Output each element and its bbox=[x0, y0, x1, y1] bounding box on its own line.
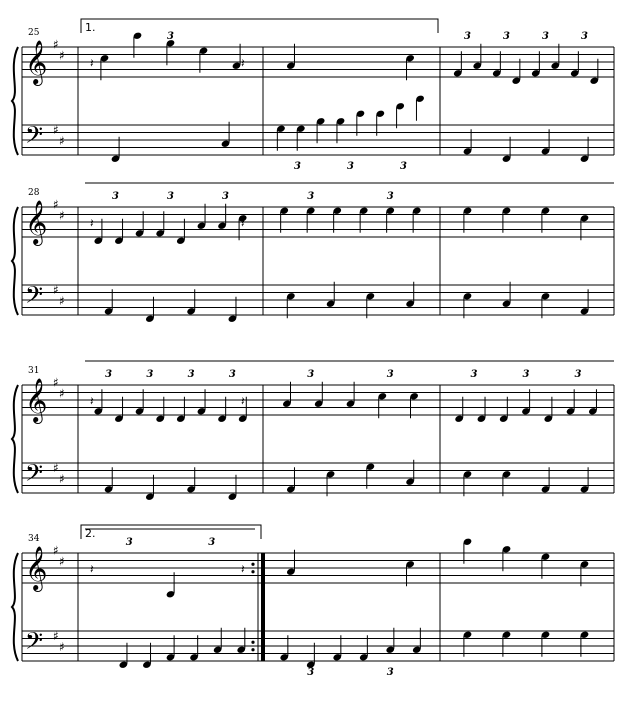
triplet-marker: 3 bbox=[307, 369, 315, 380]
sharp-icon: ♯ bbox=[59, 48, 65, 63]
sharp-icon: ♯ bbox=[53, 628, 59, 643]
measure-number: 34 bbox=[28, 534, 40, 544]
quarter-rest-icon: 𝄽 bbox=[241, 56, 245, 70]
measure-number: 25 bbox=[28, 28, 40, 38]
triplet-marker: 3 bbox=[400, 161, 407, 172]
sharp-icon: ♯ bbox=[59, 554, 65, 569]
sharp-icon: ♯ bbox=[53, 375, 59, 390]
treble-clef-icon: 𝄞 bbox=[25, 378, 48, 422]
brace bbox=[12, 385, 18, 493]
triplet-marker: 3 bbox=[470, 369, 478, 380]
sharp-icon: ♯ bbox=[53, 122, 59, 137]
triplet-marker: 3 bbox=[386, 369, 394, 380]
bass-staff bbox=[22, 122, 614, 155]
triplet-marker: 3 bbox=[386, 667, 394, 678]
treble-clef-icon: 𝄞 bbox=[25, 200, 48, 244]
triplet-marker: 3 bbox=[222, 191, 229, 202]
triplet-marker: 3 bbox=[307, 191, 315, 202]
sharp-icon: ♯ bbox=[53, 282, 59, 297]
measure-number: 28 bbox=[28, 188, 40, 198]
quarter-rest-icon: 𝄽 bbox=[90, 216, 94, 230]
sharp-icon: ♯ bbox=[59, 294, 65, 308]
triplet-marker: 3 bbox=[307, 667, 315, 678]
triplet-marker: 3 bbox=[112, 191, 119, 202]
triplet-marker: 3 bbox=[125, 537, 133, 548]
brace bbox=[12, 207, 18, 315]
repeat-dot bbox=[251, 570, 254, 573]
quarter-rest-icon: 𝄽 bbox=[90, 394, 94, 408]
sharp-icon: ♯ bbox=[53, 37, 59, 52]
triplet-marker: 3 bbox=[581, 31, 588, 42]
repeat-barline-thick bbox=[261, 553, 265, 661]
treble-staff bbox=[22, 207, 614, 237]
triplet-marker: 3 bbox=[167, 31, 174, 42]
bass-clef-icon: 𝄢 bbox=[25, 281, 44, 314]
sharp-icon: ♯ bbox=[59, 386, 65, 401]
triplet-marker: 3 bbox=[522, 369, 530, 380]
repeat-dot bbox=[251, 648, 254, 651]
sharp-icon: ♯ bbox=[59, 208, 65, 223]
system bbox=[12, 19, 614, 172]
system bbox=[12, 183, 614, 323]
quarter-rest-icon: 𝄽 bbox=[90, 56, 94, 70]
triplet-marker: 3 bbox=[542, 31, 549, 42]
quarter-rest-icon: 𝄽 bbox=[241, 562, 245, 576]
system bbox=[12, 361, 614, 501]
treble-staff bbox=[22, 47, 614, 77]
sharp-icon: ♯ bbox=[53, 197, 59, 212]
triplet-marker: 3 bbox=[294, 161, 301, 172]
brace bbox=[12, 47, 18, 155]
system bbox=[12, 525, 614, 678]
quarter-rest-icon: 𝄽 bbox=[241, 216, 245, 230]
triplet-marker: 3 bbox=[187, 369, 195, 380]
bass-clef-icon: 𝄢 bbox=[25, 627, 44, 660]
triplet-marker: 3 bbox=[105, 369, 113, 380]
triplet-marker: 3 bbox=[574, 369, 582, 380]
bass-clef-icon: 𝄢 bbox=[25, 121, 44, 154]
volta-label: 2. bbox=[85, 527, 96, 540]
triplet-marker: 3 bbox=[208, 537, 216, 548]
sharp-icon: ♯ bbox=[59, 640, 65, 654]
volta-bracket bbox=[81, 19, 438, 33]
bass-staff bbox=[22, 628, 614, 661]
sharp-icon: ♯ bbox=[53, 543, 59, 558]
sharp-icon: ♯ bbox=[53, 460, 59, 475]
quarter-rest-icon: 𝄽 bbox=[90, 562, 94, 576]
triplet-marker: 3 bbox=[347, 161, 354, 172]
volta-label: 1. bbox=[85, 21, 96, 34]
triplet-marker: 3 bbox=[228, 369, 236, 380]
volta-bracket bbox=[81, 525, 261, 539]
treble-staff bbox=[22, 553, 614, 583]
brace bbox=[12, 553, 18, 661]
treble-clef-icon: 𝄞 bbox=[25, 40, 48, 84]
repeat-dot bbox=[251, 641, 254, 644]
sharp-icon: ♯ bbox=[59, 472, 65, 486]
sharp-icon: ♯ bbox=[59, 134, 65, 148]
triplet-marker: 3 bbox=[503, 31, 510, 42]
repeat-dot bbox=[251, 563, 254, 566]
triplet-marker: 3 bbox=[146, 369, 154, 380]
treble-clef-icon: 𝄞 bbox=[25, 546, 48, 590]
triplet-marker: 3 bbox=[386, 191, 394, 202]
triplet-marker: 3 bbox=[167, 191, 174, 202]
bass-clef-icon: 𝄢 bbox=[25, 459, 44, 492]
quarter-rest-icon: 𝄽 bbox=[241, 394, 245, 408]
measure-number: 31 bbox=[28, 366, 40, 376]
triplet-marker: 3 bbox=[464, 31, 471, 42]
